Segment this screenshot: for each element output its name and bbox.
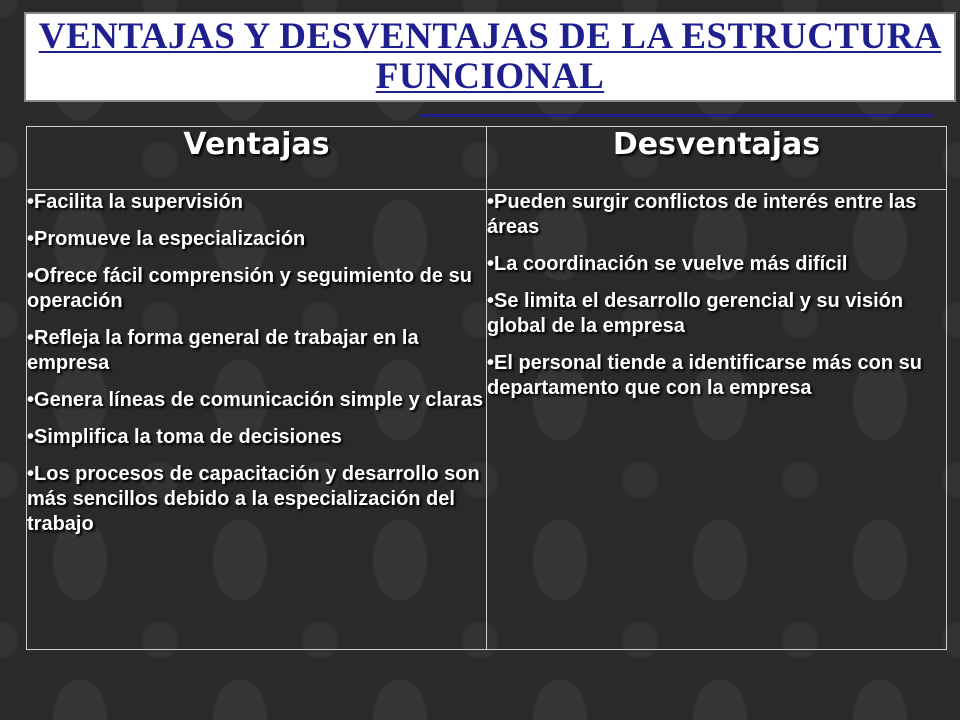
list-item-text: La coordinación se vuelve más difícil	[494, 253, 848, 275]
list-item	[27, 388, 486, 413]
list-item-text: Promueve la especialización	[34, 228, 306, 250]
list-item	[487, 252, 946, 277]
bullet-glyph: •	[27, 426, 35, 448]
list-item-text: Refleja la forma general de trabajar en la empresa	[27, 327, 419, 374]
list-item-text: El personal tiende a identificarse más con su departamento que con la empresa	[487, 352, 922, 399]
bullet-glyph: •	[487, 290, 495, 312]
ventajas-cell	[27, 190, 487, 650]
desventajas-cell	[487, 190, 947, 650]
list-item	[487, 190, 946, 240]
list-item	[27, 425, 486, 450]
bullet-glyph: •	[487, 253, 495, 275]
list-item-text: Ofrece fácil comprensión y seguimiento de su operación	[27, 265, 472, 312]
comparison-table	[26, 126, 947, 650]
list-item-text: Genera líneas de comunicación simple y claras	[34, 389, 484, 411]
list-item-text: Simplifica la toma de decisiones	[34, 426, 342, 448]
list-item-text: Facilita la supervisión	[34, 191, 243, 213]
list-item-text: Los procesos de capacitación y desarrollo son más sencillos debido a la especialización del trabajo	[27, 463, 480, 535]
bullet-glyph: •	[487, 352, 495, 374]
bullet-glyph: •	[487, 191, 495, 213]
title-box	[24, 12, 956, 102]
header-ventajas: Ventajas	[27, 127, 487, 190]
list-item	[27, 190, 486, 215]
bullet-glyph: •	[27, 463, 35, 485]
list-item	[27, 227, 486, 252]
bullet-glyph: •	[27, 327, 35, 349]
list-item	[27, 264, 486, 314]
list-item-text: Pueden surgir conflictos de interés entre las áreas	[487, 191, 917, 238]
table-body-row	[27, 190, 947, 650]
list-item	[487, 351, 946, 401]
list-item-text: Se limita el desarrollo gerencial y su visión global de la empresa	[487, 290, 904, 337]
bullet-glyph: •	[27, 265, 35, 287]
desventajas-list	[487, 190, 946, 401]
list-item	[27, 326, 486, 376]
bullet-glyph: •	[27, 228, 35, 250]
slide-title: VENTAJAS Y DESVENTAJAS DE LA ESTRUCTURA FUNCIONAL	[38, 16, 942, 97]
list-item	[487, 289, 946, 339]
table-header-row	[27, 127, 947, 190]
bullet-glyph: •	[27, 389, 35, 411]
ventajas-list	[27, 190, 486, 537]
list-item	[27, 462, 486, 537]
header-desventajas: Desventajas	[487, 127, 947, 190]
bullet-glyph: •	[27, 191, 35, 213]
title-underline-rule	[420, 114, 934, 117]
